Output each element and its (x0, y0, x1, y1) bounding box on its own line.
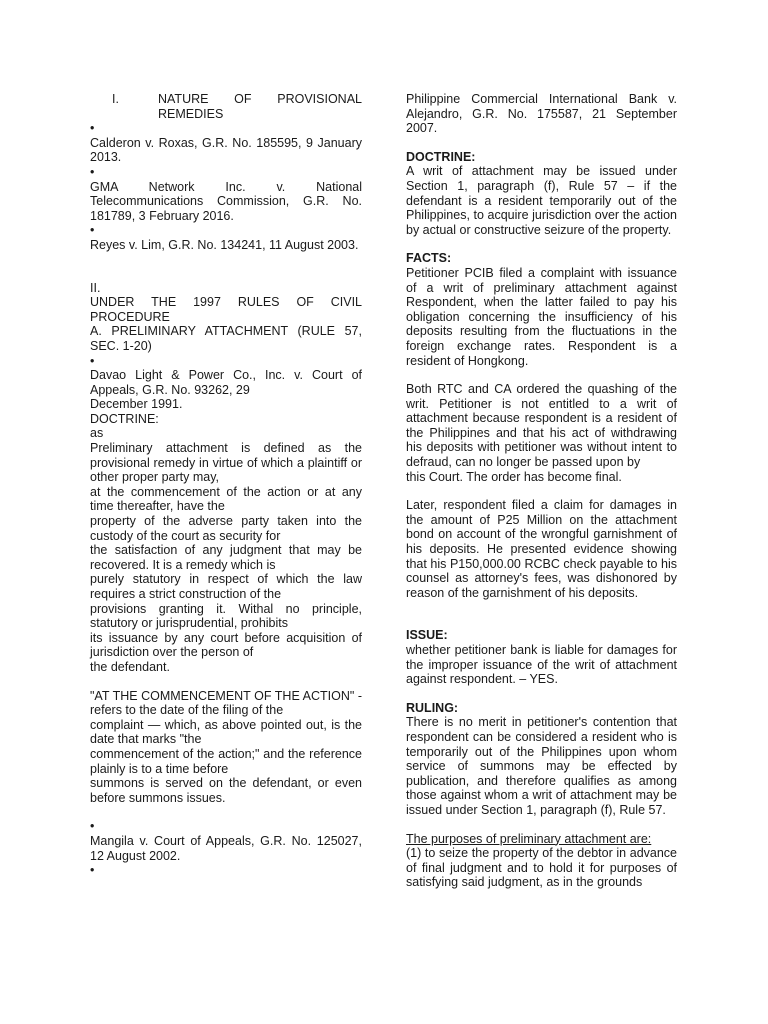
case-reyes: Reyes v. Lim, G.R. No. 134241, 11 August 2003. (90, 237, 359, 252)
case-davao-citation-date: December 1991. (90, 397, 183, 412)
ruling-text: There is no merit in petitioner's contention that respondent can be considered a resident who is temporarily out of the Philippines upon whom service of summons may be effected by publication, and therefore qualifies as among those against whom a writ of attachment may be issued under Section 1, paragraph (f), Rule 57. (406, 715, 677, 817)
bullet: • (90, 863, 95, 878)
commencement-line: summons is served on the defendant, or even before summons issues. (90, 776, 362, 805)
davao-line: at the commencement of the action or at any time thereafter, have the (90, 484, 362, 514)
davao-line: purely statutory in respect of which the law requires a strict construction of the (90, 572, 362, 601)
facts-paragraph-3: Later, respondent filed a claim for damages in the amount of P25 Million on the attachment bond on account of the wrongful garnishment of his deposits. He presented evidence showing that his P150,000.00 RCBC check payable to his counsel as attorney's fees, was dishonored by reason of the garnishment of his deposits. (406, 498, 677, 600)
left-column (90, 92, 362, 878)
section-2-subtitle: A. PRELIMINARY ATTACHMENT (RULE 57, SEC. 1-20) (90, 324, 362, 353)
section-1-heading (90, 92, 362, 121)
case-mangila: Mangila v. Court of Appeals, G.R. No. 125027, 12 August 2002. (90, 833, 362, 863)
facts-label: FACTS: (406, 251, 452, 266)
davao-line: the defendant. (90, 659, 170, 674)
section-1-number: I. (112, 92, 119, 106)
davao-line: property of the adverse party taken into the custody of the court as security for (90, 514, 362, 543)
davao-line: provisions granting it. Withal no principle, statutory or jurisprudential, prohibits (90, 601, 362, 631)
bullet: • (90, 819, 95, 834)
ruling-label: RULING: (406, 700, 459, 715)
davao-line: its issuance by any court before acquisition of jurisdiction over the person of (90, 630, 362, 660)
bullet: • (90, 353, 95, 368)
section-2-number: II. (90, 280, 101, 295)
right-column (406, 92, 677, 890)
davao-line: Preliminary attachment is defined as the provisional remedy in virtue of which a plaintiff or other proper party may, (90, 441, 362, 485)
section-1-title: NATURE OF PROVISIONAL REMEDIES (158, 92, 362, 121)
commencement-line: "AT THE COMMENCEMENT OF THE ACTION" - refers to the date of the filing of the (90, 688, 362, 718)
facts-paragraph-1: Petitioner PCIB filed a complaint with issuance of a writ of preliminary attachment against Respondent, when the latter failed to pay his obligation concerning the insufficiency of his deposits resulting from the fluctuations in the foreign exchange rates. Respondent is a resident of Hongkong. (406, 265, 677, 368)
bullet: • (90, 121, 95, 136)
davao-line: the satisfaction of any judgment that may be recovered. It is a remedy which is (90, 543, 362, 572)
commencement-line: commencement of the action;" and the reference plainly is to a time before (90, 746, 362, 776)
case-calderon: Calderon v. Roxas, G.R. No. 185595, 9 January 2013. (90, 135, 362, 165)
davao-doctrine-label: DOCTRINE: (90, 411, 159, 426)
purposes-heading: The purposes of preliminary attachment are: (406, 831, 652, 846)
facts-paragraph-2: Both RTC and CA ordered the quashing of the writ. Petitioner is not entitled to a writ of attachment because respondent is a resident of the Philippines and that his act of withdrawing his deposits with petitioner was without intent to defraud, can no longer be passed upon by (406, 382, 677, 470)
purposes-text: (1) to seize the property of the debtor in advance of final judgment and to hold it for purposes of satisfying said judgment, as in the grounds (406, 846, 677, 890)
bullet: • (90, 164, 95, 179)
doctrine-text: A writ of attachment may be issued under Section 1, paragraph (f), Rule 57 – if the defendant is a resident temporarily out of the Philippines, to acquire jurisdiction over the action by actual or constructive seizure of the property. (406, 164, 677, 237)
case-davao-citation: Davao Light & Power Co., Inc. v. Court of Appeals, G.R. No. 93262, 29 (90, 368, 362, 397)
issue-text: whether petitioner bank is liable for damages for the improper issuance of the writ of attachment against respondent. – YES. (406, 643, 677, 687)
bullet: • (90, 223, 95, 238)
davao-as-word: as (90, 426, 104, 441)
issue-label: ISSUE: (406, 628, 448, 643)
section-2-title: UNDER THE 1997 RULES OF CIVIL PROCEDURE (90, 295, 362, 324)
case-gma-network: GMA Network Inc. v. National Telecommunications Commission, G.R. No. 181789, 3 February 2016. (90, 179, 362, 223)
facts-paragraph-2-end: this Court. The order has become final. (406, 469, 622, 484)
doctrine-label: DOCTRINE: (406, 149, 476, 164)
commencement-line: complaint — which, as above pointed out, is the date that marks "the (90, 717, 362, 747)
case-pcib-title: Philippine Commercial International Bank v. Alejandro, G.R. No. 175587, 21 September 2007. (406, 92, 677, 136)
